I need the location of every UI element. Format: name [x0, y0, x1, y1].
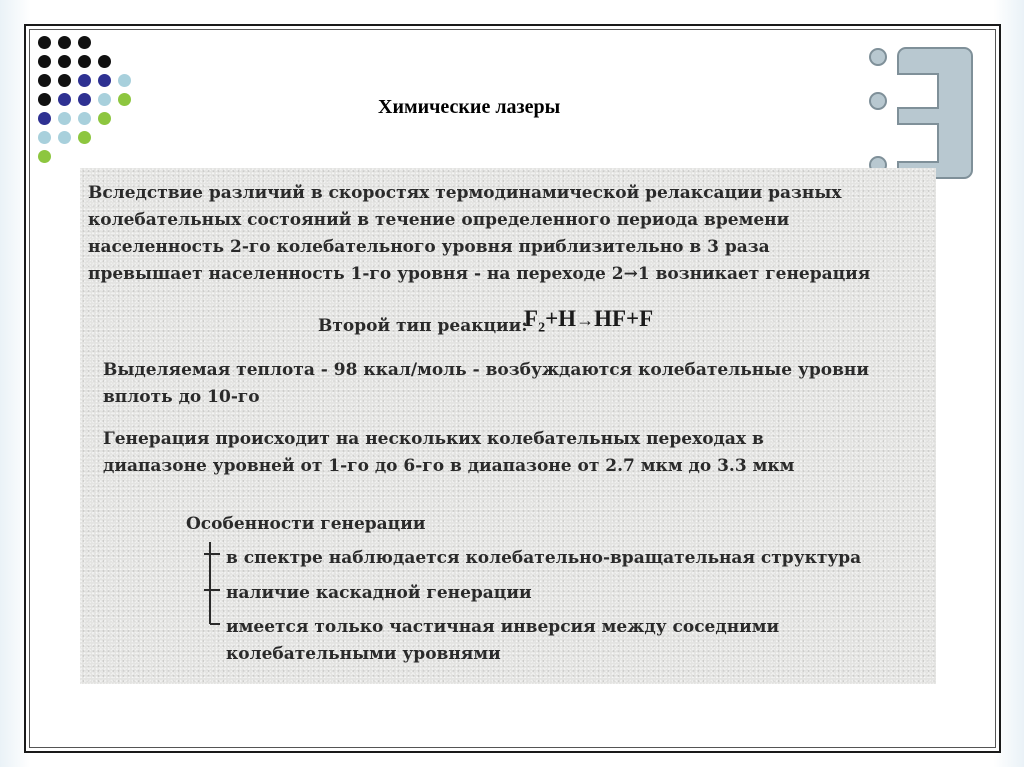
feature-item: в спектре наблюдается колебательно-вращательная структура: [226, 548, 862, 568]
decor-dot: [78, 74, 91, 87]
decor-dot: [38, 93, 51, 106]
decor-dot: [38, 112, 51, 125]
decor-dot: [38, 74, 51, 87]
generation-paragraph: [103, 426, 794, 480]
heat-line: вплоть до 10-го: [103, 387, 260, 407]
heat-line: Выделяемая теплота - 98 ккал/моль - возбуждаются колебательные уровни: [103, 360, 869, 380]
feature-item-line: имеется только частичная инверсия между соседними: [226, 617, 780, 637]
heat-paragraph: [103, 357, 869, 411]
decor-dot: [58, 36, 71, 49]
decor-dot: [38, 131, 51, 144]
intro-paragraph: [88, 180, 870, 288]
feature-item: [226, 614, 779, 668]
intro-line: населенность 2-го колебательного уровня приблизительно в 3 раза: [88, 237, 770, 257]
slide-title: Химические лазеры: [378, 96, 561, 118]
decor-dot: [78, 131, 91, 144]
decor-dot: [58, 74, 71, 87]
dot-grid-decoration: [38, 36, 148, 181]
decor-dot: [98, 112, 111, 125]
reaction-products: HF+F: [594, 306, 654, 331]
intro-line: колебательных состояний в течение определенного периода времени: [88, 210, 790, 230]
decor-dot: [98, 55, 111, 68]
reaction-reactant: F: [524, 306, 539, 331]
feature-item: наличие каскадной генерации: [226, 583, 532, 603]
decor-dot: [78, 93, 91, 106]
generation-line: Генерация происходит на нескольких колебательных переходах в: [103, 429, 764, 449]
reaction-arrow: →: [576, 310, 595, 330]
reaction-subscript: 2: [538, 320, 546, 336]
decor-dot: [58, 93, 71, 106]
decor-dot: [78, 55, 91, 68]
features-tree-lines: [202, 540, 220, 636]
decor-dot: [58, 131, 71, 144]
reaction-label: Второй тип реакции:: [318, 316, 528, 336]
decor-dot: [78, 112, 91, 125]
decor-dot: [38, 36, 51, 49]
bracket-decoration: [866, 44, 976, 184]
features-title: Особенности генерации: [186, 514, 426, 534]
intro-line: Вследствие различий в скоростях термодинамической релаксации разных: [88, 183, 842, 203]
generation-line: диапазоне уровней от 1-го до 6-го в диапазоне от 2.7 мкм до 3.3 мкм: [103, 456, 795, 476]
intro-line: превышает населенность 1-го уровня - на переходе 2→1 возникает генерация: [88, 264, 871, 284]
decor-dot: [78, 36, 91, 49]
decor-dot: [98, 93, 111, 106]
decor-dot: [58, 55, 71, 68]
decor-dot: [58, 112, 71, 125]
decor-dot: [98, 74, 111, 87]
decor-dot: [118, 74, 131, 87]
reaction-formula: [524, 306, 653, 337]
decor-dot: [118, 93, 131, 106]
decor-dot: [38, 150, 51, 163]
decor-dot: [38, 55, 51, 68]
reaction-reactant-2: +H: [545, 306, 577, 331]
feature-item-line: колебательными уровнями: [226, 644, 501, 664]
